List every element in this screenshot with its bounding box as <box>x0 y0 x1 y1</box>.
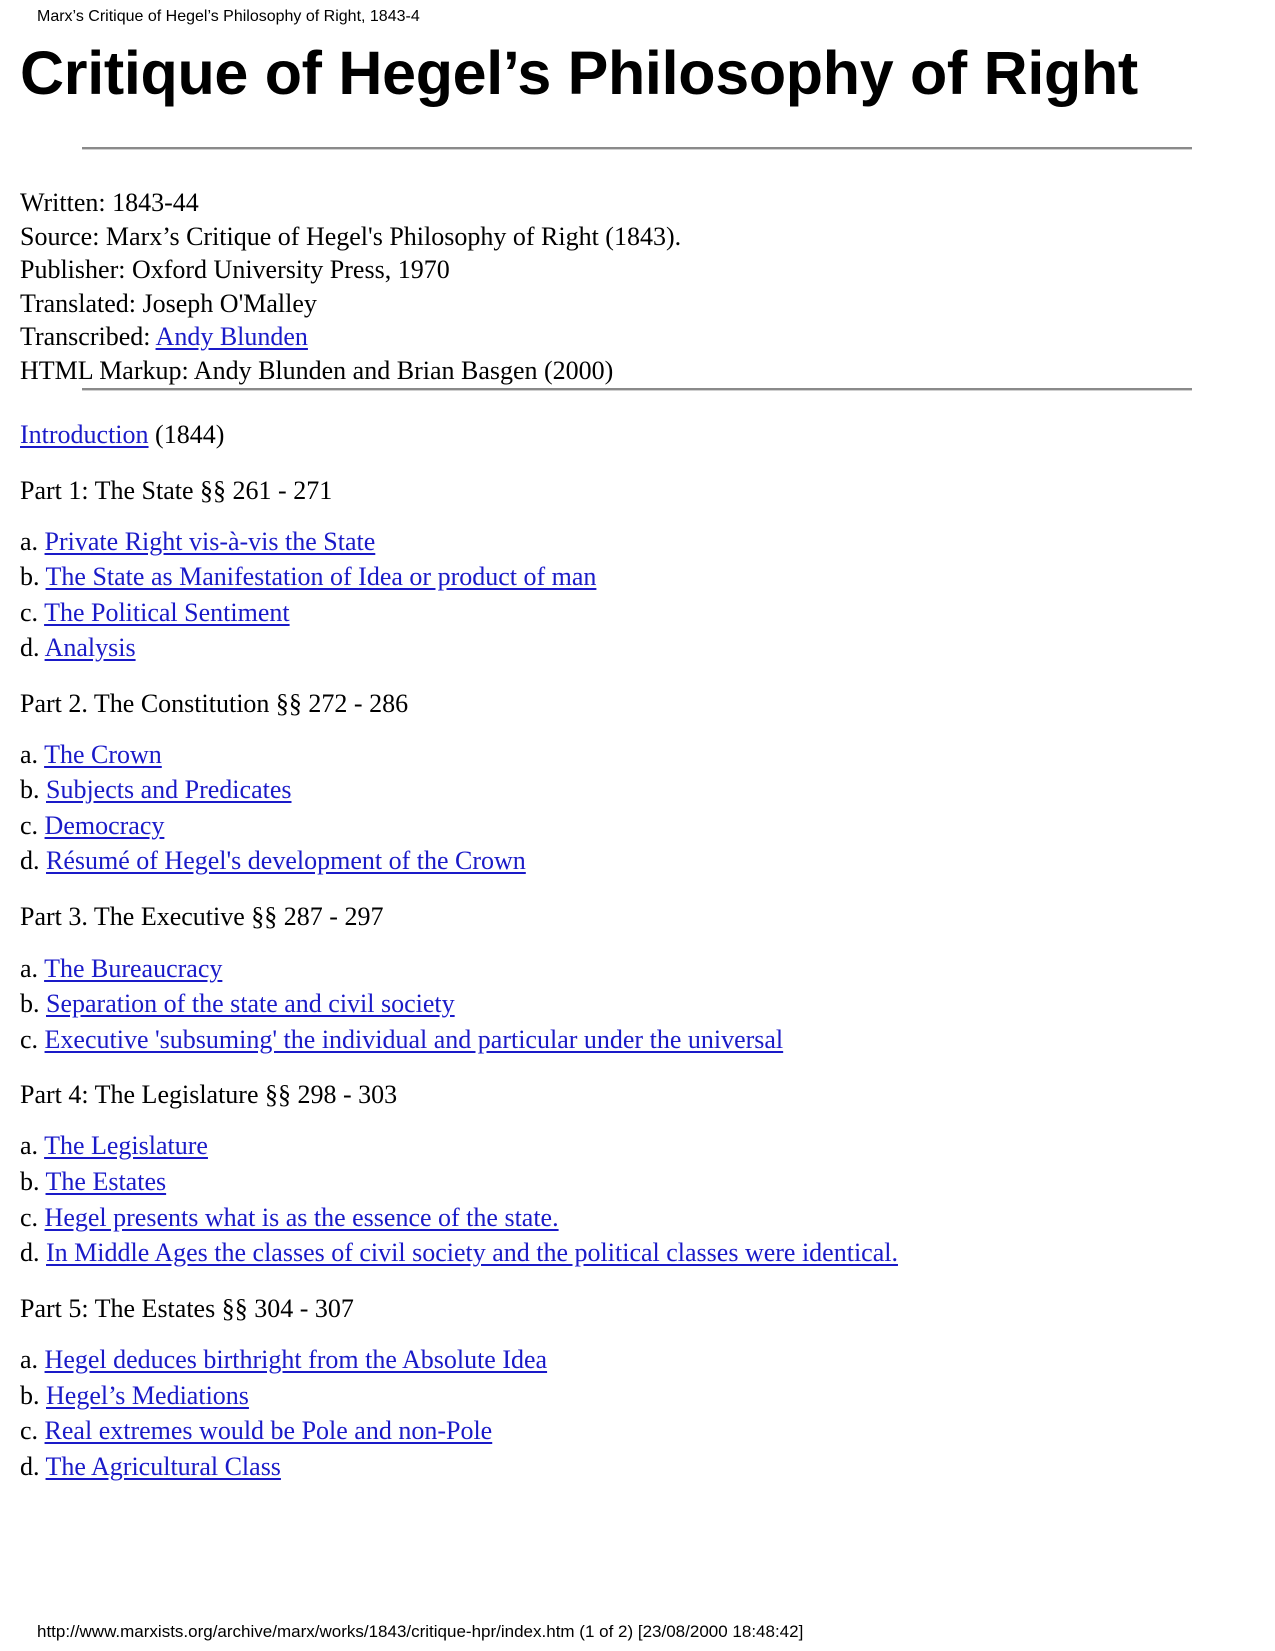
meta-transcribed: Transcribed: Andy Blunden <box>20 322 308 351</box>
chapter-link[interactable]: Private Right vis-à-vis the State <box>44 527 376 556</box>
part-2-heading: Part 2. The Constitution §§ 272 - 286 <box>20 689 409 718</box>
toc-item: a. Hegel deduces birthright from the Absolute Idea <box>20 1345 548 1374</box>
toc-item: a. Private Right vis-à-vis the State <box>20 527 376 556</box>
chapter-link[interactable]: Separation of the state and civil society <box>46 989 455 1018</box>
page-title: Critique of Hegel’s Philosophy of Right <box>20 39 1138 107</box>
toc-item: a. The Bureaucracy <box>20 954 223 983</box>
chapter-link[interactable]: Hegel’s Mediations <box>46 1381 249 1410</box>
toc-item: a. The Crown <box>20 740 162 769</box>
toc-item: b. Hegel’s Mediations <box>20 1381 249 1410</box>
chapter-link[interactable]: The State as Manifestation of Idea or product of man <box>45 562 597 591</box>
toc-item: b. The State as Manifestation of Idea or product of man <box>20 562 597 591</box>
toc-item: d. The Agricultural Class <box>20 1452 281 1481</box>
part-3-heading: Part 3. The Executive §§ 287 - 297 <box>20 902 384 931</box>
toc-item: b. Subjects and Predicates <box>20 775 292 804</box>
chapter-link[interactable]: Résumé of Hegel's development of the Crown <box>46 846 526 875</box>
toc-item: d. In Middle Ages the classes of civil society and the political classes were identical. <box>20 1238 898 1267</box>
toc-item: d. Résumé of Hegel's development of the Crown <box>20 846 526 875</box>
part-5-heading: Part 5: The Estates §§ 304 - 307 <box>20 1294 354 1323</box>
chapter-link[interactable]: The Bureaucracy <box>44 954 223 983</box>
chapter-link[interactable]: The Estates <box>45 1167 167 1196</box>
chapter-link[interactable]: Real extremes would be Pole and non-Pole <box>44 1416 493 1445</box>
metadata-block <box>20 186 681 387</box>
introduction-entry: Introduction (1844) <box>20 420 225 449</box>
toc-item: c. Hegel presents what is as the essence of the state. <box>20 1203 559 1232</box>
toc-item: c. The Political Sentiment <box>20 598 290 627</box>
chapter-link[interactable]: Subjects and Predicates <box>46 775 292 804</box>
meta-markup: HTML Markup: Andy Blunden and Brian Basgen (2000) <box>20 355 614 385</box>
divider-bottom <box>82 388 1192 391</box>
chapter-link[interactable]: The Political Sentiment <box>44 598 290 627</box>
toc-item: c. Executive 'subsuming' the individual and particular under the universal <box>20 1025 784 1054</box>
chapter-link[interactable]: The Legislature <box>44 1131 208 1160</box>
toc-item: a. The Legislature <box>20 1131 208 1160</box>
toc-item: b. Separation of the state and civil society <box>20 989 455 1018</box>
toc-item: b. The Estates <box>20 1167 167 1196</box>
meta-translated: Translated: Joseph O'Malley <box>20 288 317 318</box>
chapter-link[interactable]: Analysis <box>44 633 136 662</box>
chapter-link[interactable]: The Agricultural Class <box>45 1452 281 1481</box>
meta-publisher: Publisher: Oxford University Press, 1970 <box>20 255 450 284</box>
page-footer-url: http://www.marxists.org/archive/marx/works/1843/critique-hpr/index.htm (1 of 2) [23/08/2000 18:48:42] <box>37 1622 804 1641</box>
part-1-heading: Part 1: The State §§ 261 - 271 <box>20 476 333 505</box>
introduction-link[interactable]: Introduction <box>20 420 149 449</box>
chapter-link[interactable]: Hegel presents what is as the essence of the state. <box>44 1203 559 1232</box>
toc-item: c. Real extremes would be Pole and non-Pole <box>20 1416 493 1445</box>
chapter-link[interactable]: The Crown <box>44 740 162 769</box>
toc-item: c. Democracy <box>20 811 165 840</box>
running-header: Marx’s Critique of Hegel’s Philosophy of Right, 1843-4 <box>37 8 420 25</box>
chapter-link[interactable]: Executive 'subsuming' the individual and particular under the universal <box>44 1025 784 1054</box>
chapter-link[interactable]: Hegel deduces birthright from the Absolute Idea <box>44 1345 548 1374</box>
meta-source: Source: Marx’s Critique of Hegel's Philosophy of Right (1843). <box>20 221 682 251</box>
divider-top <box>82 147 1192 150</box>
meta-written: Written: 1843-44 <box>20 188 199 217</box>
transcriber-link[interactable]: Andy Blunden <box>155 322 308 351</box>
chapter-link[interactable]: Democracy <box>44 811 165 840</box>
chapter-link[interactable]: In Middle Ages the classes of civil society and the political classes were identical. <box>46 1238 898 1267</box>
toc-item: d. Analysis <box>20 633 136 662</box>
part-4-heading: Part 4: The Legislature §§ 298 - 303 <box>20 1080 398 1109</box>
